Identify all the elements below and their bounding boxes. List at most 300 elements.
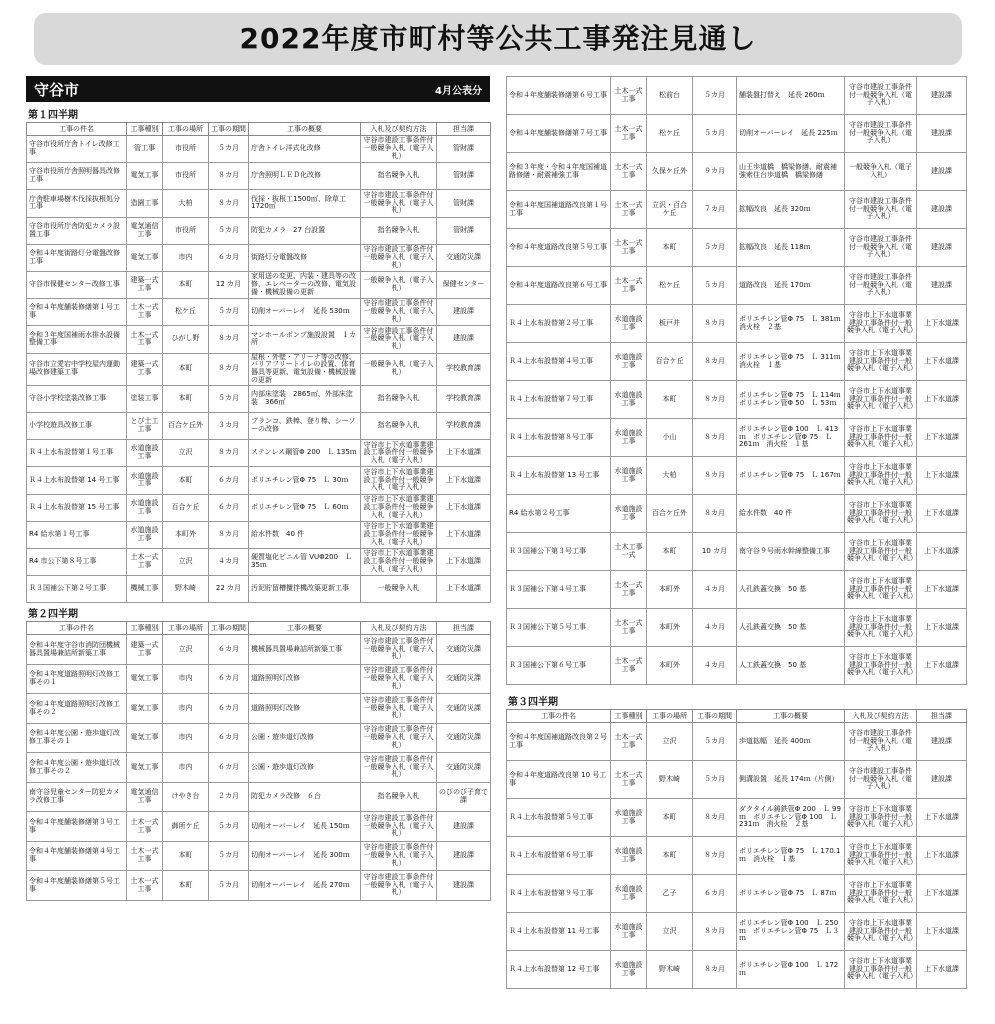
cell-location: 久保ケ丘外 (647, 153, 693, 191)
cell-duration: 12 カ月 (209, 271, 249, 298)
quarter-2-title: 第２四半期 (28, 609, 78, 621)
cell-summary: ポリエチレン管Φ 75 Ｌ 167ｍ (737, 457, 845, 495)
cell-department: 上下水道課 (917, 457, 967, 495)
cell-duration: ５カ月 (209, 299, 249, 326)
page-title: 2022年度市町村等公共工事発注見通し (34, 13, 962, 65)
cell-department: 上下水道課 (437, 467, 491, 494)
cell-location: 大柏 (163, 190, 209, 217)
table-row (27, 635, 491, 665)
cell-department: 上下水道課 (917, 875, 967, 913)
column-header-work-type: 工事種別 (127, 123, 163, 136)
cell-location: 本町 (163, 353, 209, 385)
cell-work-type: 土木一式工事 (611, 191, 647, 229)
cell-project-name: 令和４年度街路灯分電盤改修工事 (27, 244, 127, 271)
cell-summary: 機械器具置場兼詰所新築工事 (249, 635, 361, 665)
cell-department: 上下水道課 (917, 837, 967, 875)
cell-project-name: Ｒ３国補公下第３号工事 (507, 533, 611, 571)
cell-duration: ８カ月 (693, 495, 737, 533)
cell-location: 市役所 (163, 163, 209, 190)
cell-duration: ６カ月 (209, 494, 249, 521)
cell-bidding-method: 守谷市建設工事条件付一般競争入札（電子入札） (361, 136, 437, 163)
table-row (27, 163, 491, 190)
cell-project-name: 令和４年度舗装修繕第５号工事 (27, 871, 127, 901)
cell-summary: 給水件数 40 件 (249, 521, 361, 548)
cell-duration: ６カ月 (209, 635, 249, 665)
cell-work-type: 水道施設工事 (127, 467, 163, 494)
cell-work-type: 電気通信工事 (127, 782, 163, 812)
cell-work-type: 土木一式工事 (611, 115, 647, 153)
cell-work-type: 土木一式工事 (127, 548, 163, 575)
column-header-department: 担当課 (437, 622, 491, 635)
cell-summary: ポリエチレン管Φ 75 Ｌ 170.1ｍ 消火栓 １基 (737, 837, 845, 875)
cell-summary: 防犯カメラ改修 ６台 (249, 782, 361, 812)
cell-bidding-method: 守谷市建設工事条件付一般競争入札（電子入札） (845, 115, 917, 153)
cell-duration: ３カ月 (209, 413, 249, 440)
cell-bidding-method: 守谷市建設工事条件付一般競争入札（電子入札） (361, 299, 437, 326)
cell-department: 学校教育課 (437, 413, 491, 440)
cell-project-name: R4 給水第２号工事 (507, 495, 611, 533)
cell-project-name: Ｒ４上水布設替第 14 号工事 (27, 467, 127, 494)
cell-department: 上下水道課 (437, 576, 491, 603)
cell-work-type: とび土工工事 (127, 413, 163, 440)
cell-location: 本町 (163, 467, 209, 494)
table-row (27, 841, 491, 871)
cell-work-type: 電気工事 (127, 753, 163, 783)
left-column (26, 76, 490, 901)
cell-summary: ポリエチレン管Φ 75 Ｌ 311ｍ 消火栓 １基 (737, 343, 845, 381)
table-row (27, 521, 491, 548)
cell-duration: ８カ月 (209, 190, 249, 217)
cell-duration: ４カ月 (693, 647, 737, 685)
cell-project-name: Ｒ４上水布設替第４号工事 (507, 343, 611, 381)
cell-project-name: Ｒ３国補公下第４号工事 (507, 571, 611, 609)
cell-summary: 屋根・外壁・アリーナ等の改修、バリアフリートイレの設置、体育器具等更新、電気設備・機械設備の更新 (249, 353, 361, 385)
cell-project-name: 南守谷児童センター防犯カメラ改修工事 (27, 782, 127, 812)
cell-work-type: 水道施設工事 (127, 440, 163, 467)
cell-work-type: 土木一式工事 (611, 153, 647, 191)
cell-summary: 伐採・抜根工1500㎡、除草工 1720㎡ (249, 190, 361, 217)
cell-project-name: R4 給水第１号工事 (27, 521, 127, 548)
cell-summary: 拡幅改良 延長 320ｍ (737, 191, 845, 229)
cell-project-name: Ｒ４上水布設替第 11 号工事 (507, 913, 611, 951)
cell-location: 本町 (647, 533, 693, 571)
cell-duration: ５カ月 (693, 267, 737, 305)
cell-work-type: 水道施設工事 (611, 875, 647, 913)
cell-project-name: 守谷市保健センター改修工事 (27, 271, 127, 298)
cell-bidding-method: 守谷市上下水道事業建設工事条件付一般競争入札（電子入札） (845, 457, 917, 495)
cell-bidding-method: 守谷市建設工事条件付一般競争入札（電子入札） (361, 694, 437, 724)
cell-department: 上下水道課 (917, 495, 967, 533)
cell-location: 本町 (163, 385, 209, 412)
cell-location: 立沢 (163, 440, 209, 467)
cell-work-type: 水道施設工事 (127, 521, 163, 548)
cell-bidding-method: 守谷市上下水道事業建設工事条件付一般競争入札（電子入札） (845, 837, 917, 875)
cell-department: 交通防災課 (437, 694, 491, 724)
cell-project-name: Ｒ４上水布設替第 13 号工事 (507, 457, 611, 495)
cell-location: 市内 (163, 694, 209, 724)
cell-project-name: Ｒ４上水布設替第９号工事 (507, 875, 611, 913)
cell-project-name: 令和４年度道路照明灯改修工事その１ (27, 664, 127, 694)
table-row (27, 494, 491, 521)
cell-work-type: 塗装工事 (127, 385, 163, 412)
cell-department: 上下水道課 (917, 647, 967, 685)
cell-project-name: 令和４年度舗装修繕第４号工事 (27, 841, 127, 871)
cell-department: 管財課 (437, 163, 491, 190)
cell-location: 本町外 (163, 521, 209, 548)
cell-department: 建設課 (437, 871, 491, 901)
table-row (27, 871, 491, 901)
cell-summary: ポリエチレン管Φ 75 Ｌ 30ｍ (249, 467, 361, 494)
cell-summary: ポリエチレン管Φ 75 Ｌ 87ｍ (737, 875, 845, 913)
table-header-row (507, 710, 967, 723)
column-header-location: 工事の場所 (647, 710, 693, 723)
cell-location: 立沢・百合ケ丘 (647, 191, 693, 229)
cell-location: 板戸井 (647, 305, 693, 343)
table-header-row (27, 123, 491, 136)
cell-work-type: 管工事 (127, 136, 163, 163)
cell-bidding-method: 一般競争入札（電子入札） (361, 271, 437, 298)
cell-summary: マンホールポンプ施設設置 １カ所 (249, 326, 361, 353)
table-row (27, 413, 491, 440)
cell-location: 百合ケ丘外 (163, 413, 209, 440)
cell-location: 百合ケ丘外 (647, 495, 693, 533)
table-row (507, 723, 967, 761)
cell-bidding-method: 守谷市建設工事条件付一般競争入札（電子入札） (845, 267, 917, 305)
cell-bidding-method: 守谷市上下水道事業建設工事条件付一般競争入札（電子入札） (361, 548, 437, 575)
cell-department: 上下水道課 (917, 533, 967, 571)
quarter-1-title: 第１四半期 (28, 110, 78, 121)
column-header-project-name: 工事の件名 (27, 123, 127, 136)
cell-department: 上下水道課 (437, 494, 491, 521)
cell-department: 建設課 (917, 191, 967, 229)
cell-duration: ４カ月 (209, 548, 249, 575)
cell-work-type: 土木一式工事 (127, 299, 163, 326)
cell-bidding-method: 守谷市建設工事条件付一般競争入札（電子入札） (361, 723, 437, 753)
cell-work-type: 水道施設工事 (611, 799, 647, 837)
cell-location: 本町 (647, 381, 693, 419)
cell-location: 松ケ丘 (163, 299, 209, 326)
column-header-department: 担当課 (917, 710, 967, 723)
cell-summary: 汚泥貯留槽攪拌機改築更新工事 (249, 576, 361, 603)
cell-summary: 家用送の変更、内装・建具等の改修、エレベーターの改修、電気設備・機械設備の更新 (249, 271, 361, 298)
cell-department: 建設課 (917, 267, 967, 305)
cell-duration: ５カ月 (693, 229, 737, 267)
cell-duration: ８カ月 (693, 951, 737, 989)
table-row (507, 913, 967, 951)
cell-summary: 公園・遊歩道灯改修 (249, 723, 361, 753)
column-header-work-type: 工事種別 (127, 622, 163, 635)
cell-bidding-method: 守谷市上下水道事業建設工事条件付一般競争入札（電子入札） (845, 533, 917, 571)
table-row (27, 664, 491, 694)
cell-project-name: Ｒ３国補公下第５号工事 (507, 609, 611, 647)
cell-project-name: Ｒ４上水布設替第７号工事 (507, 381, 611, 419)
cell-work-type: 水道施設工事 (611, 381, 647, 419)
cell-summary: 道路改良 延長 170ｍ (737, 267, 845, 305)
column-header-location: 工事の場所 (163, 622, 209, 635)
cell-summary: 切削オーバーレイ 延長 225ｍ (737, 115, 845, 153)
cell-summary: 庁舎照明ＬＥＤ化改修 (249, 163, 361, 190)
table-row (27, 217, 491, 244)
table-row (27, 467, 491, 494)
cell-duration: ８カ月 (693, 799, 737, 837)
cell-summary: 南守谷９号雨水幹線整備工事 (737, 533, 845, 571)
cell-bidding-method: 守谷市上下水道事業建設工事条件付一般競争入札（電子入札） (845, 951, 917, 989)
cell-location: 立沢 (163, 548, 209, 575)
cell-summary: ポリエチレン管Φ 75 Ｌ 60ｍ (249, 494, 361, 521)
cell-duration: ８カ月 (209, 326, 249, 353)
table-row (27, 753, 491, 783)
cell-bidding-method: 守谷市上下水道事業建設工事条件付一般競争入札（電子入札） (361, 521, 437, 548)
cell-summary: 切削オーバーレイ 延長 270ｍ (249, 871, 361, 901)
cell-summary: 内部床塗装 2865㎡、外部床塗装 366㎡ (249, 385, 361, 412)
table-row (27, 271, 491, 298)
cell-bidding-method: 守谷市建設工事条件付一般競争入札（電子入札） (361, 635, 437, 665)
cell-bidding-method: 守谷市建設工事条件付一般競争入札（電子入札） (361, 841, 437, 871)
cell-location: 市内 (163, 753, 209, 783)
cell-project-name: 令和４年度道路照明灯改修工事その２ (27, 694, 127, 724)
cell-bidding-method: 指名競争入札 (361, 385, 437, 412)
cell-summary: 切削オーバーレイ 延長 150ｍ (249, 812, 361, 842)
cell-bidding-method: 指名競争入札 (361, 782, 437, 812)
cell-project-name: 令和４年度道路改良第６号工事 (507, 267, 611, 305)
table-row (507, 419, 967, 457)
cell-duration: ６カ月 (209, 467, 249, 494)
cell-department: のびのび子育て課 (437, 782, 491, 812)
cell-location: 市内 (163, 244, 209, 271)
cell-project-name: 令和４年度舗装修繕第７号工事 (507, 115, 611, 153)
quarter-1-table (26, 122, 491, 603)
quarter-2-table-left (26, 621, 491, 901)
cell-work-type: 水道施設工事 (611, 951, 647, 989)
table-row (27, 694, 491, 724)
table-row (27, 440, 491, 467)
cell-work-type: 土木一式工事 (611, 229, 647, 267)
cell-work-type: 水道施設工事 (611, 305, 647, 343)
column-header-location: 工事の場所 (163, 123, 209, 136)
cell-project-name: 守谷小学校塗装改修工事 (27, 385, 127, 412)
cell-work-type: 建築一式工事 (127, 353, 163, 385)
column-header-bidding-method: 入札及び契約方法 (361, 123, 437, 136)
table-row (507, 837, 967, 875)
cell-department: 交通防災課 (437, 664, 491, 694)
cell-location: 小山 (647, 419, 693, 457)
cell-work-type: 土木一式工事 (127, 326, 163, 353)
cell-project-name: 小学校遊具改修工事 (27, 413, 127, 440)
cell-department: 建設課 (917, 229, 967, 267)
cell-project-name: 令和４年度公園・遊歩道灯改修工事その１ (27, 723, 127, 753)
cell-work-type: 水道施設工事 (611, 495, 647, 533)
cell-location: 松ケ丘 (647, 115, 693, 153)
cell-work-type: 土木一式工事 (611, 77, 647, 115)
cell-location: 本町 (647, 799, 693, 837)
cell-location: 立沢 (163, 635, 209, 665)
cell-duration: ５カ月 (209, 217, 249, 244)
cell-bidding-method: 守谷市建設工事条件付一般競争入札（電子入札） (361, 664, 437, 694)
cell-location: 本町外 (647, 609, 693, 647)
table-row (507, 229, 967, 267)
cell-project-name: 令和４年度舗装修繕第６号工事 (507, 77, 611, 115)
cell-department: 上下水道課 (917, 913, 967, 951)
table-row (27, 782, 491, 812)
table-row (507, 533, 967, 571)
table-row (507, 647, 967, 685)
cell-project-name: 令和４年度舗装修繕第１号工事 (27, 299, 127, 326)
cell-location: 百合ケ丘 (163, 494, 209, 521)
city-name: 守谷市 (34, 80, 80, 99)
column-header-duration: 工事の期間 (209, 123, 249, 136)
published-note: 4月公表分 (435, 85, 482, 97)
table-row (27, 326, 491, 353)
cell-work-type: 土木一式工事 (127, 812, 163, 842)
cell-duration: ８カ月 (693, 305, 737, 343)
cell-department: 上下水道課 (917, 305, 967, 343)
cell-department: 交通防災課 (437, 753, 491, 783)
cell-project-name: 守谷市役所庁舎防犯カメラ設置工事 (27, 217, 127, 244)
table-row (507, 457, 967, 495)
cell-bidding-method: 守谷市上下水道事業建設工事条件付一般競争入札（電子入札） (845, 419, 917, 457)
cell-duration: ８カ月 (209, 163, 249, 190)
cell-work-type: 土木工事一式 (611, 533, 647, 571)
cell-duration: ４カ月 (693, 609, 737, 647)
cell-project-name: 令和３年度・令和４年度国補道路修繕・耐震補強工事 (507, 153, 611, 191)
cell-summary: 舗装盤打替え 延長 260ｍ (737, 77, 845, 115)
cell-project-name: Ｒ４上水布設替第５号工事 (507, 799, 611, 837)
cell-work-type: 電気工事 (127, 244, 163, 271)
cell-department: 建設課 (917, 761, 967, 799)
cell-project-name: 令和４年度道路改良第 10 号工事 (507, 761, 611, 799)
cell-summary: 道路照明灯改修 (249, 664, 361, 694)
cell-bidding-method: 守谷市建設工事条件付一般競争入札（電子入札） (845, 229, 917, 267)
cell-project-name: Ｒ３国補公下第６号工事 (507, 647, 611, 685)
table-row (507, 875, 967, 913)
city-header (26, 76, 490, 102)
right-column (506, 76, 966, 989)
cell-work-type: 水道施設工事 (611, 457, 647, 495)
cell-bidding-method: 守谷市上下水道事業建設工事条件付一般競争入札（電子入札） (845, 647, 917, 685)
table-row (27, 548, 491, 575)
cell-work-type: 水道施設工事 (127, 494, 163, 521)
cell-work-type: 水道施設工事 (611, 837, 647, 875)
cell-summary: ポリエチレン管Φ 75 Ｌ 114ｍ ポリエチレン管Φ 50 Ｌ 53ｍ (737, 381, 845, 419)
table-row (507, 343, 967, 381)
cell-summary: 歩道拡幅 延長 400ｍ (737, 723, 845, 761)
cell-work-type: 土木一式工事 (611, 723, 647, 761)
cell-department: 管財課 (437, 136, 491, 163)
cell-project-name: 令和３年度国補雨水排水設備整備工事 (27, 326, 127, 353)
cell-duration: ５カ月 (209, 871, 249, 901)
cell-duration: ５カ月 (209, 812, 249, 842)
cell-duration: ６カ月 (209, 244, 249, 271)
cell-location: けやき台 (163, 782, 209, 812)
cell-summary: 庁舎トイレ洋式化改修 (249, 136, 361, 163)
cell-project-name: 令和４年度国補道路改良第２号工事 (507, 723, 611, 761)
cell-work-type: 機械工事 (127, 576, 163, 603)
cell-bidding-method: 守谷市建設工事条件付一般競争入札（電子入札） (361, 871, 437, 901)
cell-department: 上下水道課 (437, 548, 491, 575)
cell-bidding-method: 守谷市建設工事条件付一般競争入札（電子入札） (845, 723, 917, 761)
cell-department: 上下水道課 (917, 381, 967, 419)
cell-work-type: 土木一式工事 (611, 761, 647, 799)
cell-department: 建設課 (437, 812, 491, 842)
cell-duration: 22 カ月 (209, 576, 249, 603)
cell-work-type: 水道施設工事 (611, 913, 647, 951)
table-row (27, 244, 491, 271)
cell-duration: ８カ月 (209, 353, 249, 385)
cell-bidding-method: 守谷市上下水道事業建設工事条件付一般競争入札（電子入札） (845, 495, 917, 533)
table-row (27, 385, 491, 412)
cell-summary: ポリエチレン管Φ 75 Ｌ 381ｍ 消火栓 ２基 (737, 305, 845, 343)
cell-summary: 人孔鉄蓋交換 50 基 (737, 571, 845, 609)
cell-department: 交通防災課 (437, 244, 491, 271)
cell-department: 保健センター (437, 271, 491, 298)
cell-location: 本町 (647, 229, 693, 267)
cell-summary: 切削オーバーレイ 延長 300ｍ (249, 841, 361, 871)
cell-work-type: 造園工事 (127, 190, 163, 217)
cell-summary: ポリエチレン管Φ 100 Ｌ 172ｍ (737, 951, 845, 989)
cell-department: 上下水道課 (437, 521, 491, 548)
cell-location: 御所ケ丘 (163, 812, 209, 842)
column-header-bidding-method: 入札及び契約方法 (845, 710, 917, 723)
cell-work-type: 電気工事 (127, 664, 163, 694)
cell-summary: 人孔鉄蓋交換 50 基 (737, 609, 845, 647)
cell-project-name: Ｒ４上水布設替第２号工事 (507, 305, 611, 343)
cell-bidding-method: 守谷市上下水道事業建設工事条件付一般競争入札（電子入札） (845, 305, 917, 343)
cell-department: 上下水道課 (917, 343, 967, 381)
cell-summary: 防犯カメラ 27 台設置 (249, 217, 361, 244)
cell-location: 市内 (163, 723, 209, 753)
cell-summary: 給水件数 40 件 (737, 495, 845, 533)
cell-location: 松ケ丘 (647, 267, 693, 305)
table-row (507, 495, 967, 533)
cell-work-type: 土木一式工事 (611, 609, 647, 647)
cell-duration: ６カ月 (209, 723, 249, 753)
cell-duration: ８カ月 (693, 343, 737, 381)
cell-bidding-method: 一般競争入札（電子入札） (361, 353, 437, 385)
cell-duration: ５カ月 (693, 761, 737, 799)
cell-duration: ９カ月 (693, 153, 737, 191)
cell-duration: ５カ月 (693, 723, 737, 761)
cell-work-type: 土木一式工事 (611, 267, 647, 305)
cell-project-name: 守谷市役所庁舎トイレ改修工事 (27, 136, 127, 163)
cell-bidding-method: 守谷市上下水道事業建設工事条件付一般競争入札（電子入札） (845, 799, 917, 837)
cell-location: 野木崎 (647, 951, 693, 989)
cell-duration: ６カ月 (209, 664, 249, 694)
cell-location: 大柏 (647, 457, 693, 495)
cell-department: 学校教育課 (437, 385, 491, 412)
cell-work-type: 建築一式工事 (127, 635, 163, 665)
cell-work-type: 電気工事 (127, 163, 163, 190)
cell-work-type: 水道施設工事 (611, 343, 647, 381)
column-header-department: 担当課 (437, 123, 491, 136)
cell-bidding-method: 守谷市建設工事条件付一般競争入札（電子入札） (845, 761, 917, 799)
table-row (27, 576, 491, 603)
quarter-3-title: 第３四半期 (508, 697, 558, 708)
cell-summary: 公園・遊歩道灯改修 (249, 753, 361, 783)
cell-summary: 山王歩道橋 橋梁修繕、耐震補強索住台歩道橋 橋梁修繕 (737, 153, 845, 191)
cell-bidding-method: 守谷市上下水道事業建設工事条件付一般競争入札（電子入札） (845, 609, 917, 647)
cell-location: ひがし野 (163, 326, 209, 353)
table-row (507, 761, 967, 799)
cell-project-name: 令和４年度公園・遊歩道灯改修工事その２ (27, 753, 127, 783)
cell-department: 建設課 (437, 299, 491, 326)
cell-location: 市役所 (163, 217, 209, 244)
cell-duration: ６カ月 (209, 753, 249, 783)
cell-location: 本町 (163, 871, 209, 901)
column-header-duration: 工事の期間 (693, 710, 737, 723)
cell-bidding-method: 守谷市上下水道事業建設工事条件付一般競争入札（電子入札） (845, 571, 917, 609)
cell-summary: 街路灯分電盤改修 (249, 244, 361, 271)
cell-project-name: 守谷市立愛宕中学校屋内運動場改修建築工事 (27, 353, 127, 385)
